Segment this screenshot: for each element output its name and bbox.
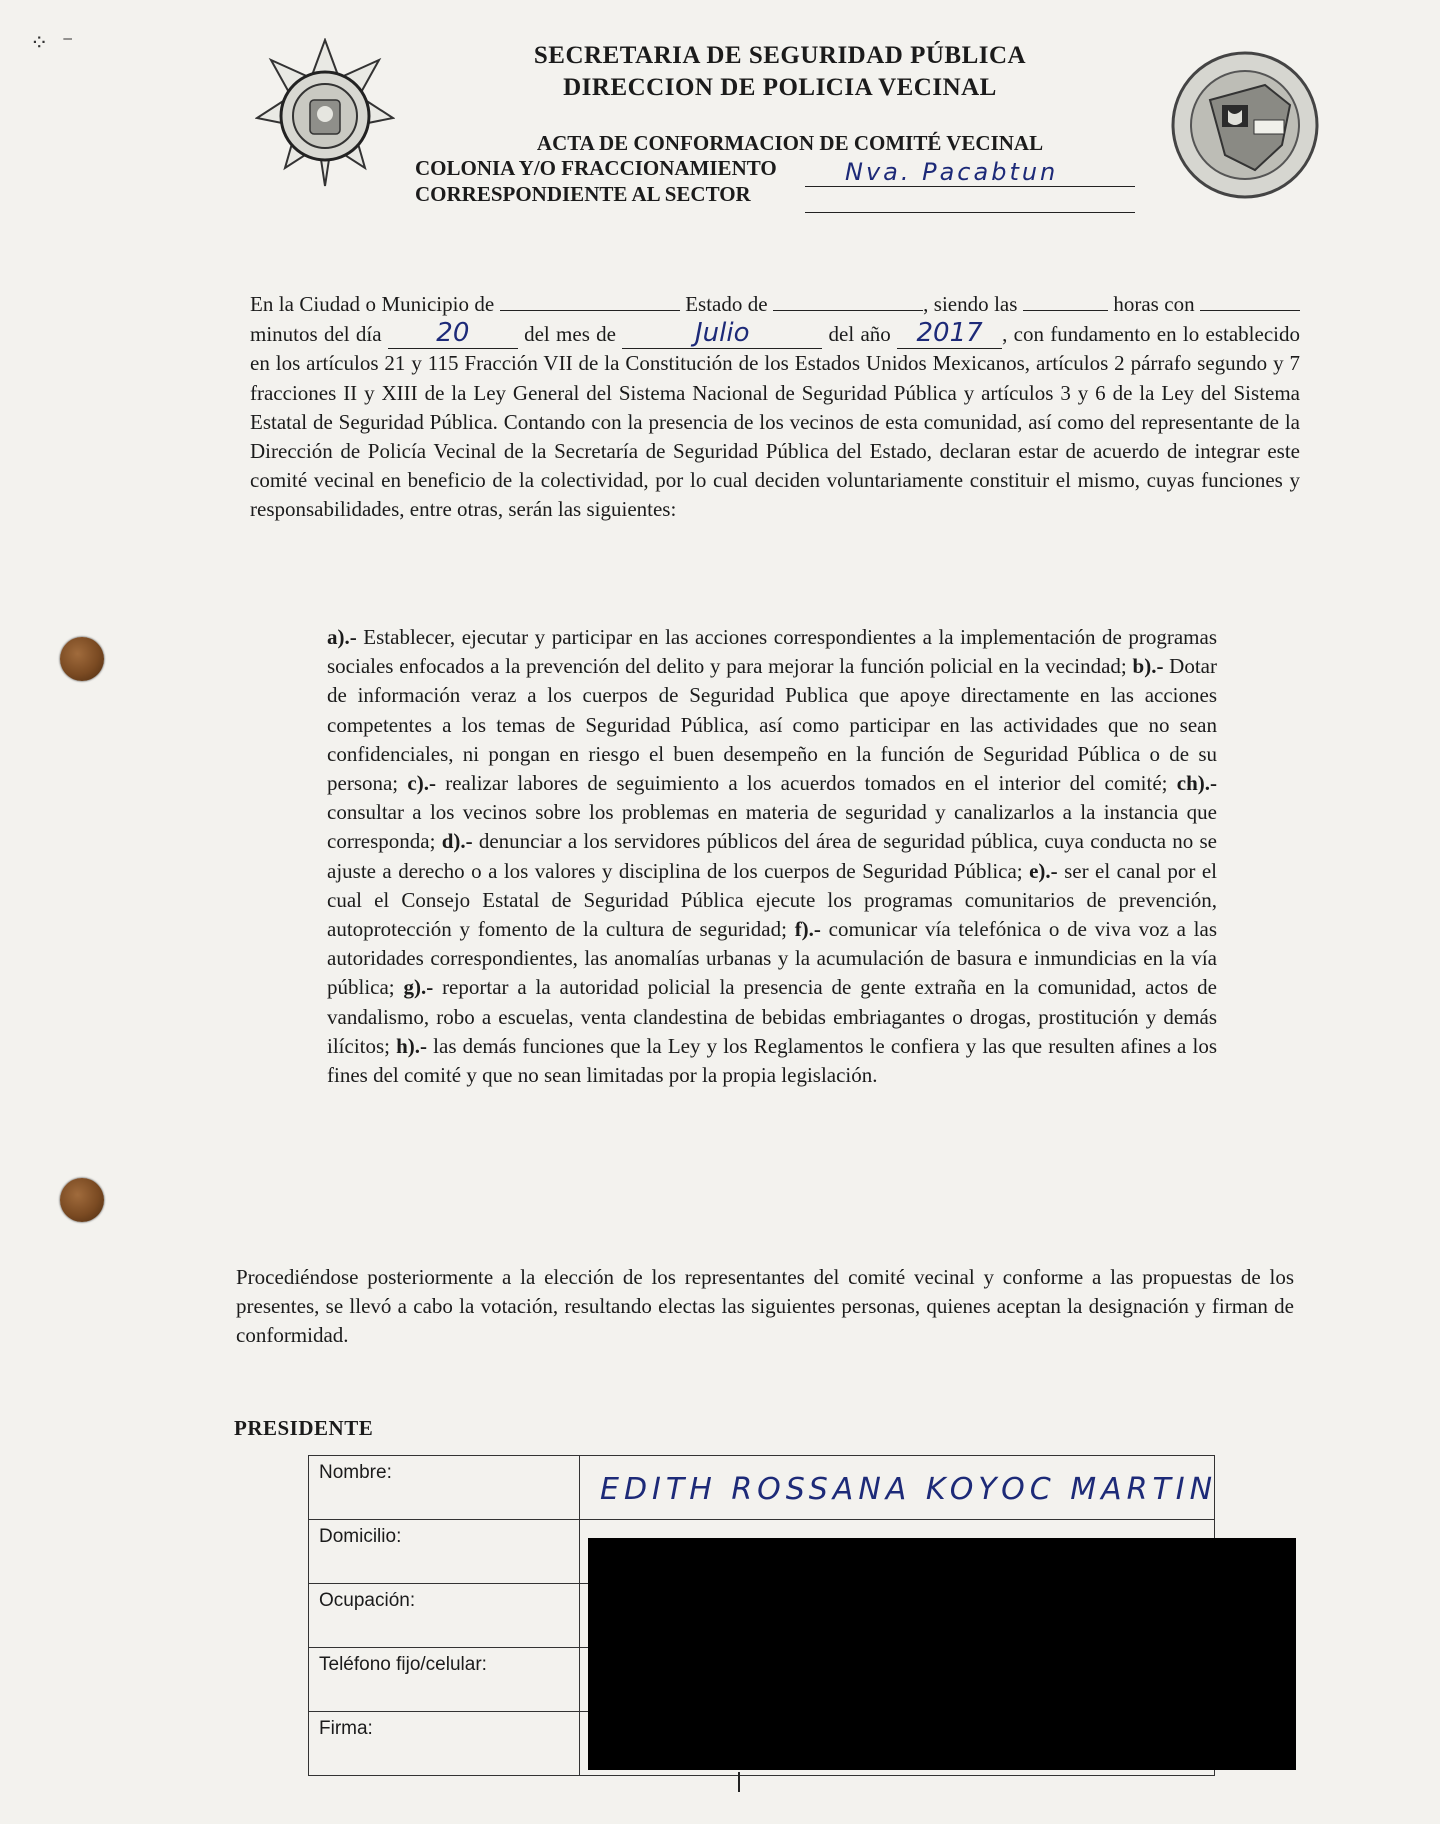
function-letter-g: g).- [403,975,434,1000]
function-letter-c: c).- [407,771,436,796]
intro-text-7: del año [828,322,891,347]
function-letter-a: a).- [327,625,357,649]
police-star-seal-icon [255,38,395,188]
function-letter-f: f).- [794,917,821,942]
function-letter-e: e).- [1029,858,1058,883]
municipio-blank [500,292,680,311]
nombre-handwritten-value: EDITH ROSSANA KOYOC MARTIN [600,1472,1218,1507]
sector-line [805,212,1135,213]
function-text-ch: consultar a los vecinos sobre los problemas en materia de seguridad y canalizarlos a la instancia que corresponda; [327,800,1217,854]
pen-mark [738,1772,740,1792]
presidente-title: PRESIDENTE [234,1416,374,1440]
ocupacion-label: Ocupación: [309,1584,580,1648]
functions-paragraph [327,623,1217,1090]
horas-blank [1023,292,1108,311]
sector-label: CORRESPONDIENTE AL SECTOR [415,182,751,206]
intro-paragraph [250,290,1300,525]
function-text-c: realizar labores de seguimiento a los acuerdos tomados en el interior del comité; [435,771,1177,796]
intro-text-3: , siendo las [923,292,1018,316]
intro-text-5: minutos del día [250,322,382,347]
colonia-line [805,186,1135,187]
redaction-block [588,1538,1296,1770]
intro-text-2: Estado de [685,292,768,316]
function-text-h: las demás funciones que la Ley y los Reglamentos le confiera y las que resulten afines a los fines del comité y que no sean limitadas por la propia legislación. [327,1033,1218,1088]
header-secretaria: SECRETARIA DE SEGURIDAD PÚBLICA [533,42,1027,69]
binder-hole-top [60,637,104,681]
binder-hole-bottom [60,1178,104,1222]
function-letter-b: b).- [1132,654,1164,679]
function-text-a: Establecer, ejecutar y participar en las acciones correspondientes a la implementación de programas sociales enfocados a la prevención del delito y para mejorar la función policial en la vecindad; [327,625,1217,679]
intro-text-8: , con fundamento en lo establecido en los artículos 21 y 115 Fracción VII de la Constitución de los Estados Unidos Mexicanos, artículos 2 párrafo segundo y 7 fracciones II y XIII de la Ley General del Sistema Nacional de Seguridad Pública y artículos 3 y 6 de la Ley del Sistema Estatal de Seguridad Pública. Contando con la presencia de los vecinos de esta comunidad, así como del representante de la Dirección de Policía Vecinal de la Secretaría de Seguridad Pública del Estado, declaran estar de acuerdo de integrar este comité vecinal en beneficio de la colectividad, por lo cual deciden voluntariamente constituir el mismo, cuyas funciones y responsabilidades, entre otras, serán las siguientes: [250,322,1300,522]
function-letter-h: h).- [396,1033,428,1058]
dia-value: 20 [388,319,518,349]
estado-blank [773,292,923,311]
domicilio-label: Domicilio: [309,1520,580,1584]
function-letter-d: d).- [441,829,473,854]
scan-specks: ⁘ ⁻ [30,30,78,55]
header-acta: ACTA DE CONFORMACION DE COMITÉ VECINAL [536,131,1044,155]
function-letter-ch: ch).- [1176,771,1217,796]
intro-text-6: del mes de [524,322,616,347]
intro-text-1: En la Ciudad o Municipio de [250,292,495,316]
telefono-label: Teléfono fijo/celular: [309,1648,580,1712]
firma-label: Firma: [309,1712,580,1776]
anio-value: 2017 [897,319,1002,349]
header-direccion: DIRECCION DE POLICIA VECINAL [563,74,997,101]
closing-paragraph: Procediéndose posteriormente a la elección de los representantes del comité vecinal y conforme a las propuestas de los presentes, se llevó a cabo la votación, resultando electas las siguientes personas, quienes aceptan la designación y firman de conformidad. [236,1265,1294,1348]
function-text-f: comunicar vía telefónica o de viva voz a las autoridades correspondientes, las anomalías urbanas y la acumulación de basura e inmundicias en la vía pública; [327,917,1217,1000]
colonia-label: COLONIA Y/O FRACCIONAMIENTO [415,156,777,180]
nombre-label: Nombre: [309,1456,580,1520]
function-text-d: denunciar a los servidores públicos del área de seguridad pública, cuya conducta no se ajuste a derecho o a los valores y disciplina de los cuerpos de Seguridad Pública; [327,829,1217,883]
consejo-estatal-seal-icon [1170,50,1320,200]
function-text-b: Dotar de información veraz a los cuerpos de Seguridad Publica que apoye directamente en las acciones competentes a los temas de Seguridad Pública, así como participar en las actividades que no sean confidenciales, ni pongan en riesgo el buen desempeño en la función de Seguridad Pública o de su persona; [327,654,1217,796]
colonia-value: Nva. Pacabtun [845,158,1059,186]
minutos-blank [1200,292,1300,311]
function-text-g: reportar a la autoridad policial la presencia de gente extraña en la comunidad, actos de vandalismo, robo a escuelas, venta clandestina de bebidas embriagantes o drogas, prostitución y demás ilícitos; [327,975,1217,1058]
function-text-e: ser el canal por el cual el Consejo Estatal de Seguridad Pública ejecute los programas comunitarios de prevención, autoprotección y fomento de la cultura de seguridad; [327,858,1218,942]
intro-text-4: horas con [1113,292,1195,316]
mes-value: Julio [622,319,822,349]
